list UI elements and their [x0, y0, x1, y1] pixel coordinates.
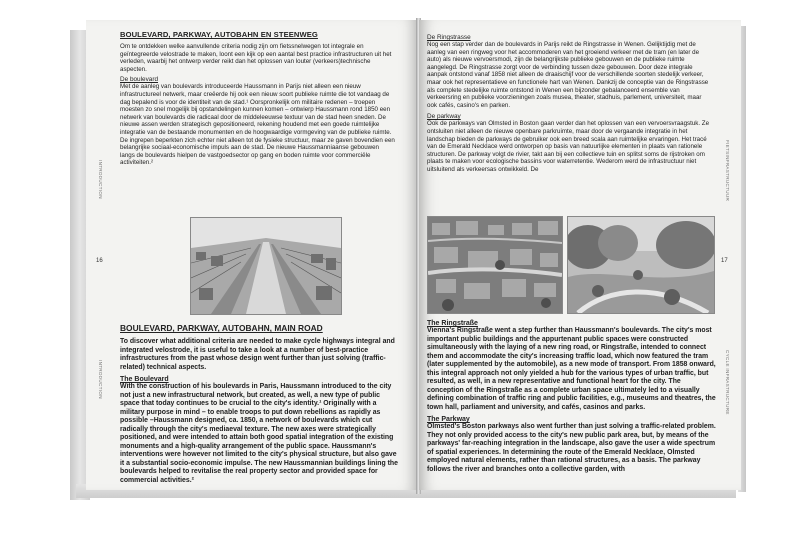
subheading-boulevard-nl: De boulevard	[120, 76, 159, 84]
dutch-column-left	[120, 30, 395, 167]
left-page	[86, 20, 419, 490]
intro-paragraph-nl: Om te ontdekken welke aanvullende criteria nodig zijn om fietssnelwegen tot integrale en geïntegreerde velostrade te maken, loont een kijk op een aantal best practice infrastructuren uit het verleden, waarbij het ontwerp verder reikt dan het oplossen van louter (verkeers)technische aspecten.	[120, 43, 392, 73]
right-page	[419, 20, 741, 490]
subheading-parkway-en: The Parkway	[427, 416, 470, 423]
side-label-left-top: INTRODUCTION	[98, 160, 103, 199]
section-title-nl: BOULEVARD, PARKWAY, AUTOBAHN EN STEENWEG	[120, 30, 318, 39]
side-label-right-top: FIETSINFRASTRUCTUUR	[725, 140, 730, 202]
subheading-parkway-nl: De parkway	[427, 113, 461, 121]
parkway-landscape-photo	[567, 216, 715, 314]
ringstrasse-paragraph-nl: Nog een stap verder dan de boulevards in Parijs reikt de Ringstrasse in Wenen. Gelijktijdig met de aanleg van een ringweg voor het accommoderen van het groeiend verkeer met de tram (en later de auto) als nieuwe vervoersmodi, zijn de belangrijkste publieke gebouwen en de publieke ruimte aangelegd. De Ringstrasse zorgt voor de verbinding tussen deze gebouwen. Door deze integrale aanpak ontstond vanaf 1858 niet alleen de draaischijf voor de verschillende soorten stedelijk verkeer, maar ook het representatieve en functionele hart van Wenen. Dankzij de conceptie van de Ringstrasse als complete stedelijke ruimte ontstond in Wenen een bijzonder gebalanceerd ensemble van verkeersring en publieke voorzieningen zoals musea, theater, stadhuis, parlement, universiteit, maar ook cafés, casino's en parken.	[427, 41, 709, 109]
boulevard-engraving-image	[190, 217, 342, 315]
parkway-paragraph-nl: Ook de parkways van Olmsted in Boston gaan verder dan het oplossen van een vervoersvraagstuk. Ze ontsluiten niet alleen de nieuwe openbare parkruimte, maar door de vergaande integratie in het landschap bieden de parkways de gebruiker ook een breed scala aan ruimtelijke ervaringen. Het tracé van de Emerald Necklace werd ontworpen op basis van natuurlijke elementen in plaats van rationele structuren. De parkway volgt de rivier, takt aan bij een collectieve tuin en splitst soms de rijstroken om plaats te maken voor ecologische bassins voor waterretentie. Wederom werd de infrastructuur niet uitsluitend als verkeersas ontwikkeld. De	[427, 120, 710, 173]
dutch-column-right	[427, 34, 713, 174]
section-title-en: BOULEVARD, PARKWAY, AUTOBAHN, MAIN ROAD	[120, 323, 323, 333]
side-label-right-bottom: CYCLE INFRASTRUCTURE	[725, 350, 730, 415]
subheading-ringstrasse-nl: De Ringstrasse	[427, 34, 471, 41]
ringstrasse-aerial-photo	[427, 216, 563, 314]
body-paragraph-nl: Met de aanleg van boulevards introduceerde Haussmann in Parijs niet alleen een nieuw infrastructureel netwerk, maar creëerde hij ook een nieuw soort publieke ruimte die tot vandaag de dag bepalend is voor de identiteit van de stad.¹ Oorspronkelijk om militaire redenen – troepen moesten zo snel mogelijk bij opstandelingen kunnen komen – ontwierp Haussmann rond 1850 een netwerk van boulevards die radicaal door de middeleeuwse textuur van de stad heen sneden. De nieuwe assen werden strategisch gepositioneerd, rekening houdend met een goede ruimtelijke integratie van de bestaande monumenten en de hoogwaardige vormgeving van de publieke ruimte. De ingrepen beperkten zich echter niet alleen tot de fysieke structuur, maar ze gaven bovendien een belangrijke sociaal-economische impuls aan de stad. De nieuwe Haussmanniaanse gebouwen langs de boulevards hielpen de vastgoedsector op gang en boden ruimte voor commerciële activiteiten.²	[120, 83, 395, 167]
intro-paragraph-en: To discover what additional criteria are needed to make cycle highways integral and integrated velostrode, it is useful to take a look at a number of best-practice infrastructures from the past whose design went further than just solving (traffic-related) technical aspects.	[120, 338, 395, 371]
side-label-left-bottom: INTRODUCTION	[98, 360, 103, 399]
english-column-right	[427, 320, 717, 474]
english-column-left	[120, 323, 400, 485]
subheading-boulevard-en: The Boulevard	[120, 376, 169, 383]
subheading-ringstrasse-en: The Ringstraße	[427, 320, 478, 327]
page-number-right: 17	[721, 258, 728, 264]
page-number-left: 16	[96, 258, 103, 264]
ringstrasse-paragraph-en: Vienna's Ringstraße went a step further than Haussmann's boulevards. The city's most important public buildings and the appurtenant public spaces were constructed simultaneously with the laying of a new ring road, or Ringstraße, intended to connect them and accommodate the city's increasing traffic load, which now featured the tram (later supplemented by the automobile), as a new mode of transport. From 1858 onward, this integral approach not only yielded a hub for the various types of urban traffic, but resulted, as well, in a new representative and functional heart for the city. The conception of the Ringstraße as a complete urban space ultimately led to a visually defining combination of traffic ring and public facilities, e.g., museums and theatres, the town hall, parliament and university, and cafés, casinos and parks.	[427, 327, 716, 411]
parkway-paragraph-en: Olmsted's Boston parkways also went further than just solving a traffic-related problem. They not only provided access to the city's new public park area, but, by means of the parkways' far-reaching integration in the landscape, also gave the user a wide spectrum of spatial experiences. In determining the route of the Emerald Necklace, Olmsted employed natural elements, rather than rational structures, as a basis. The parkway follows the river and branches onto a collective garden, with	[427, 423, 716, 473]
body-paragraph-en: With the construction of his boulevards in Paris, Haussmann introduced to the city not just a new infrastructural network, but created, as well, a new type of public space that today continues to be crucial to the city's identity.¹ Originally with a military purpose in mind – to enable troops to put down rebellions as rapidly as possible –Haussmann designed, ca. 1850, a network of boulevards which cut radically through the city's mediaeval texture. The new axes were strategically positioned, and were intended to attain both good spatial integration of the existing monuments and a high-quality arrangement of the public space. Haussmann's interventions were however not limited to the city's physical structure, but also gave it a substantial socio-economic impulse. The new Haussmannian buildings lining the boulevards helped to revitalise the real property sector and provided space for commercial activities.²	[120, 383, 398, 484]
